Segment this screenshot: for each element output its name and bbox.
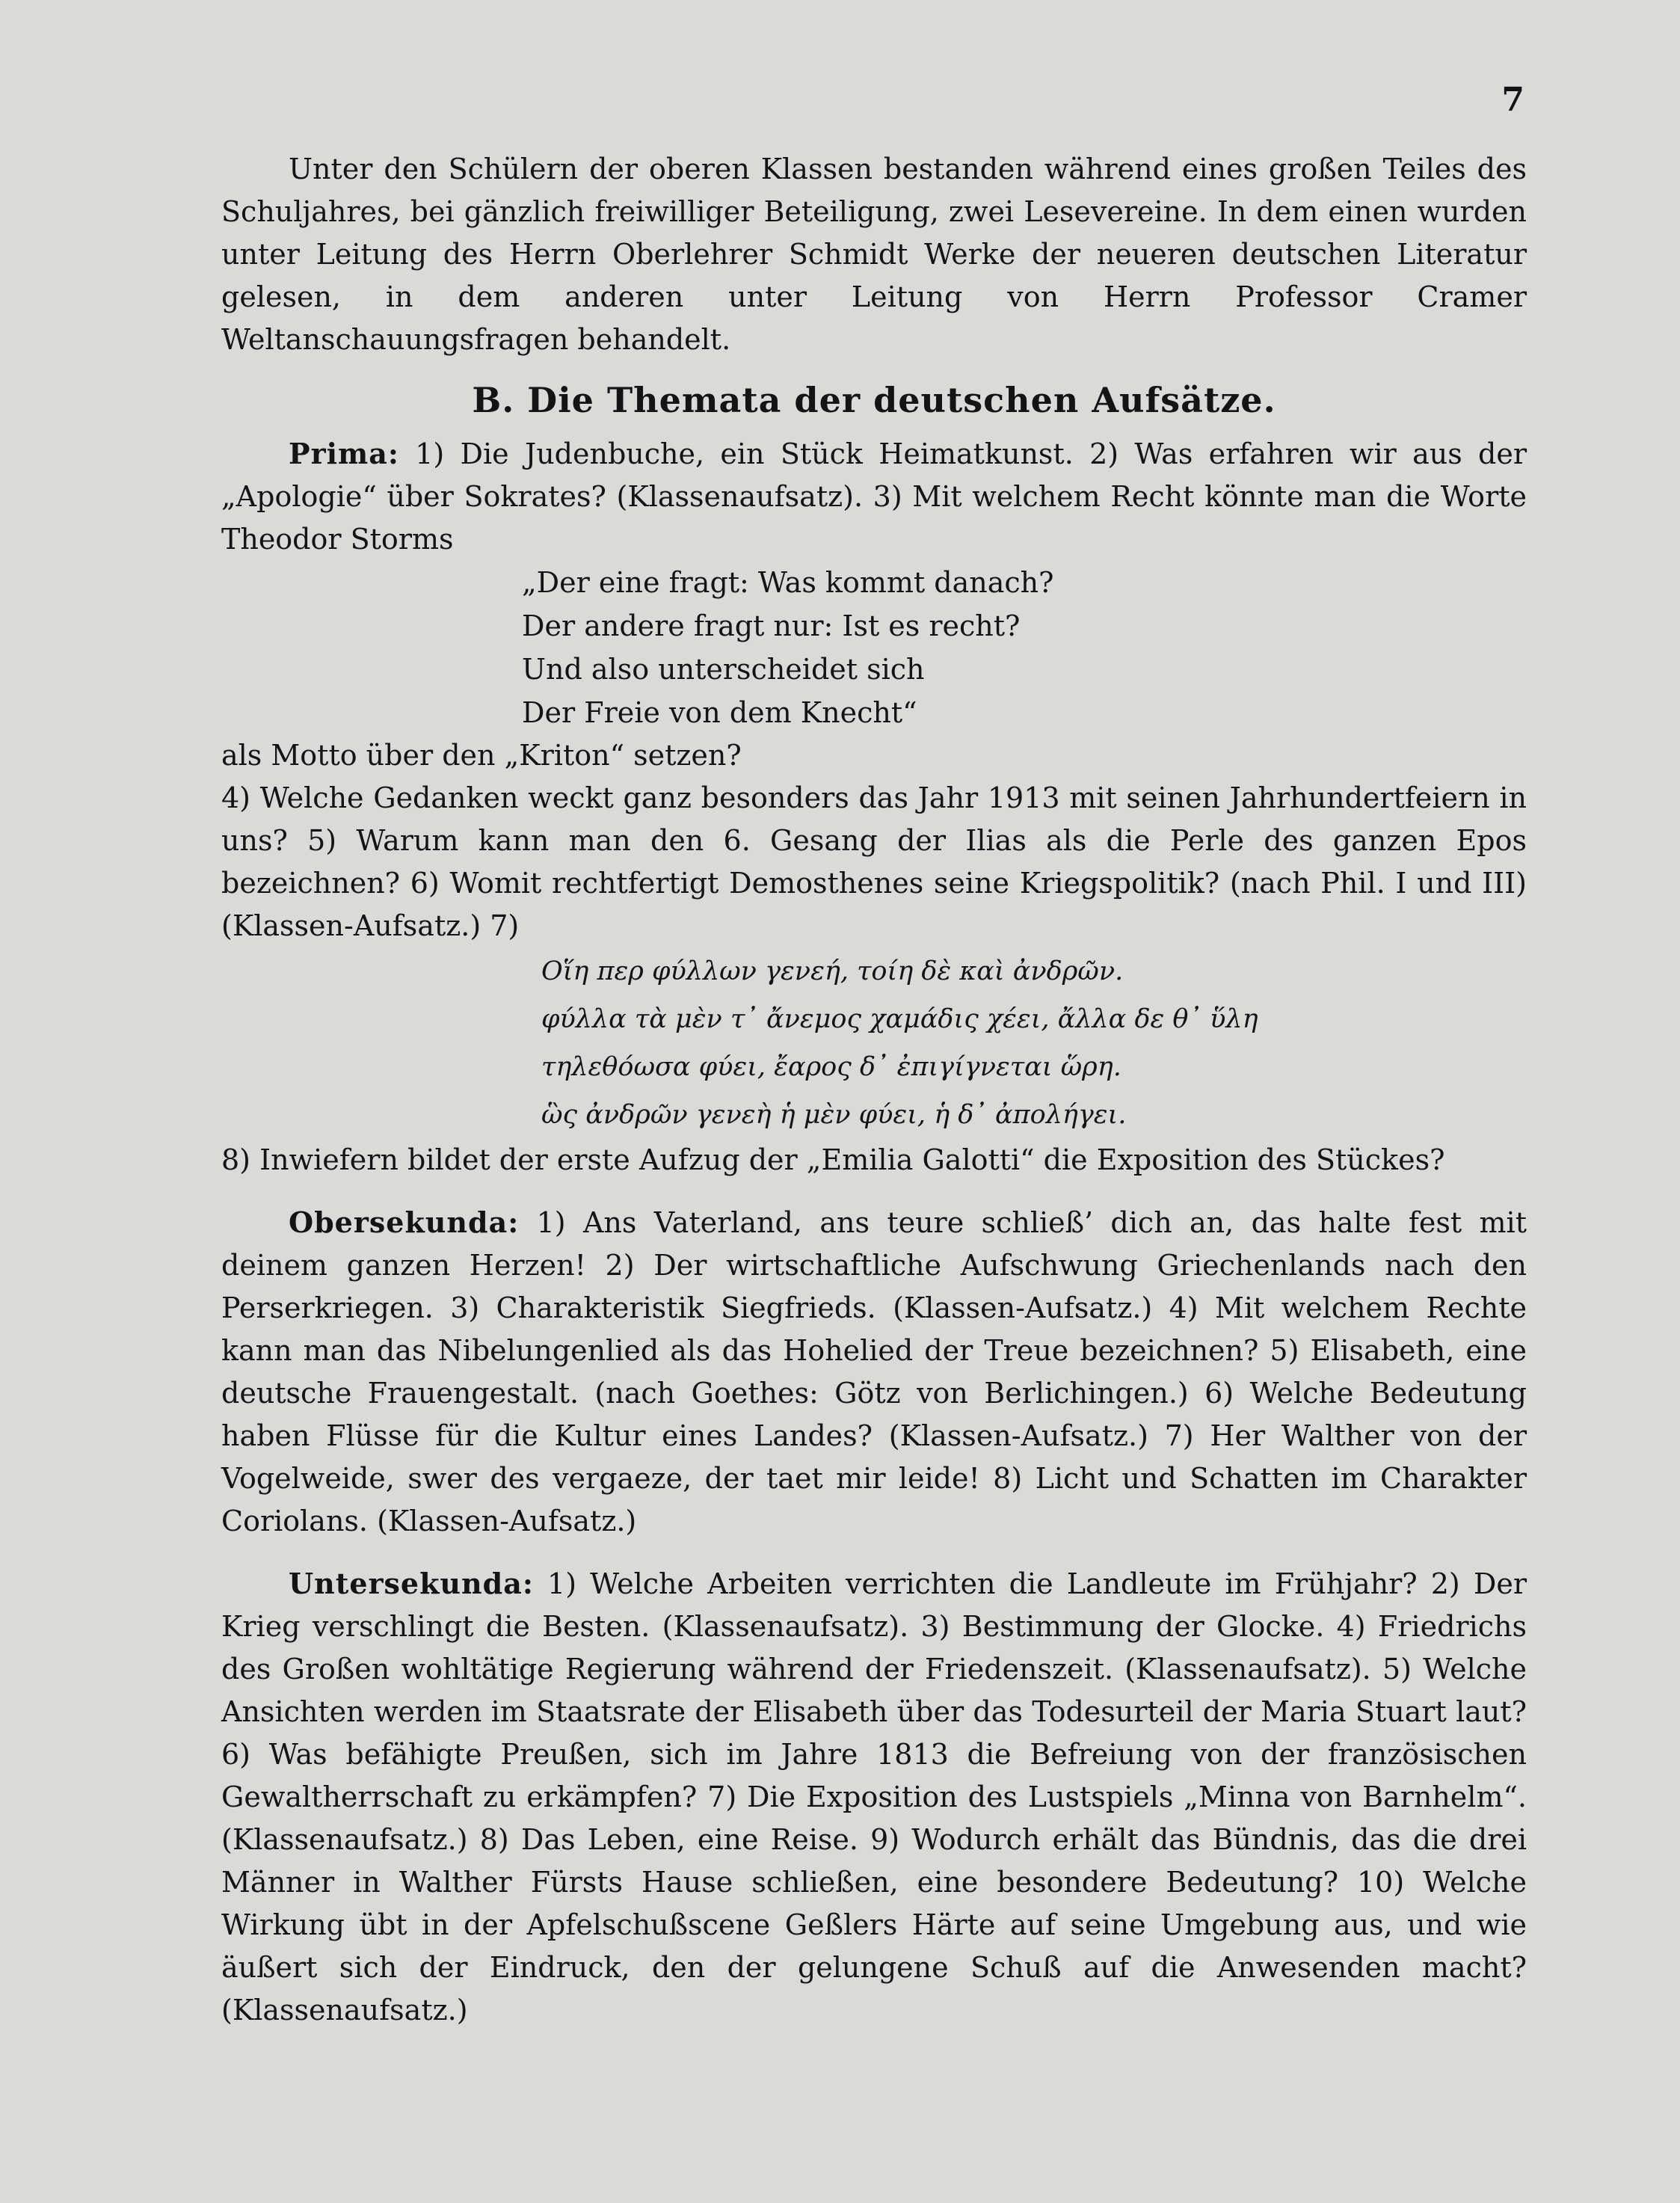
obersekunda-text: 1) Ans Vaterland, ans teure schließ’ dich an, das halte fest mit deinem ganzen Herzen! 2) Der wirtschaftliche Aufschwung Griechenlands nach den Perserkriegen. 3) Charakteristik Siegfrieds. (Klassen-Aufsatz.) 4) Mit welchem Rechte kann man das Nibelungenlied als das Hohelied der Treue bezeichnen? 5) Elisabeth, eine deutsche Frauengestalt. (nach Goethes: Götz von Berlichingen.) 6) Welche Bedeutung haben Flüsse für die Kultur eines Landes? (Klassen-Aufsatz.) 7) Her Walther von der Vogelweide, swer des vergaeze, der taet mir leide! 8) Licht und Schatten im Charakter Coriolans. (Klassen-Aufsatz.) <box>221 1206 1527 1537</box>
verse-line: Und also unterscheidet sich <box>522 653 925 686</box>
verse-line: Der andere fragt nur: Ist es recht? <box>522 609 1021 642</box>
prima-paragraph <box>221 432 1527 561</box>
greek-quote <box>541 947 1527 1139</box>
prima-after-verse: als Motto über den „Kriton“ setzen? <box>221 739 742 772</box>
obersekunda-paragraph <box>221 1201 1527 1543</box>
prima-text-2: 4) Welche Gedanken weckt ganz besonders das Jahr 1913 mit seinen Jahrhundertfeiern in uns? 5) Warum kann man den 6. Gesang der Ilias als die Perle des ganzen Epos bezeichnen? 6) Womit rechtfertigt Demosthenes seine Kriegspolitik? (nach Phil. I und III) (Klassen-Aufsatz.) 7) <box>221 781 1527 942</box>
intro-paragraph: Unter den Schülern der oberen Klassen bestanden während eines großen Teiles des Schuljahres, bei gänzlich freiwilliger Beteiligung, zwei Lesevereine. In dem einen wurden unter Leitung des Herrn Oberlehrer Schmidt Werke der neueren deutschen Literatur gelesen, in dem anderen unter Leitung von Herrn Professor Cramer Weltanschauungsfragen behandelt. <box>221 153 1527 356</box>
obersekunda-label: Obersekunda: <box>289 1205 520 1239</box>
section-heading: B. Die Themata der deutschen Aufsätze. <box>472 380 1276 420</box>
prima-text-3: 8) Inwiefern bildet der erste Aufzug der „Emilia Galotti“ die Exposition des Stückes? <box>221 1143 1445 1176</box>
verse-line: „Der eine fragt: Was kommt danach? <box>522 566 1054 599</box>
prima-label: Prima: <box>289 437 399 470</box>
page-number: 7 <box>1501 81 1524 119</box>
prima-text: 1) Die Judenbuche, ein Stück Heimatkunst. 2) Was erfahren wir aus der „Apologie“ über Sokrates? (Klassenaufsatz). 3) Mit welchem Recht könnte man die Worte Theodor Storms <box>221 437 1527 556</box>
verse-line: Der Freie von dem Knecht“ <box>522 696 917 729</box>
greek-line: ὣς ἀνδρῶν γενεὴ ἡ μὲν φύει, ἡ δ᾽ ἀπολήγει. <box>541 1100 1127 1130</box>
body-text <box>221 148 1527 2032</box>
untersekunda-paragraph <box>221 1562 1527 2032</box>
greek-line: Οἵη περ φύλλων γενεή, τοίη δὲ καὶ ἀνδρῶν. <box>541 956 1124 986</box>
greek-line: τηλεθόωσα φύει, ἔαρος δ᾽ ἐπιγίγνεται ὥρη. <box>541 1052 1121 1082</box>
untersekunda-text: 1) Welche Arbeiten verrichten die Landleute im Frühjahr? 2) Der Krieg verschlingt die Besten. (Klassenaufsatz). 3) Bestimmung der Glocke. 4) Friedrichs des Großen wohltätige Regierung während der Friedenszeit. (Klassenaufsatz). 5) Welche Ansichten werden im Staatsrate der Elisabeth über das Todesurteil der Maria Stuart laut? 6) Was befähigte Preußen, sich im Jahre 1813 die Befreiung von der französischen Gewaltherrschaft zu erkämpfen? 7) Die Exposition des Lustspiels „Minna von Barnhelm“. (Klassenaufsatz.) 8) Das Leben, eine Reise. 9) Wodurch erhält das Bündnis, das die drei Männer in Walther Fürsts Hause schließen, eine besondere Bedeutung? 10) Welche Wirkung übt in der Apfelschußscene Geßlers Härte auf seine Umgebung aus, und wie äußert sich der Eindruck, den der gelungene Schuß auf die Anwesenden macht? (Klassenaufsatz.) <box>221 1567 1527 2027</box>
storm-verse <box>522 561 1527 734</box>
untersekunda-label: Untersekunda: <box>289 1567 534 1600</box>
greek-line: φύλλα τὰ μὲν τ᾽ ἄνεμος χαμάδις χέει, ἄλλα δε θ᾽ ὕλη <box>541 1004 1258 1034</box>
